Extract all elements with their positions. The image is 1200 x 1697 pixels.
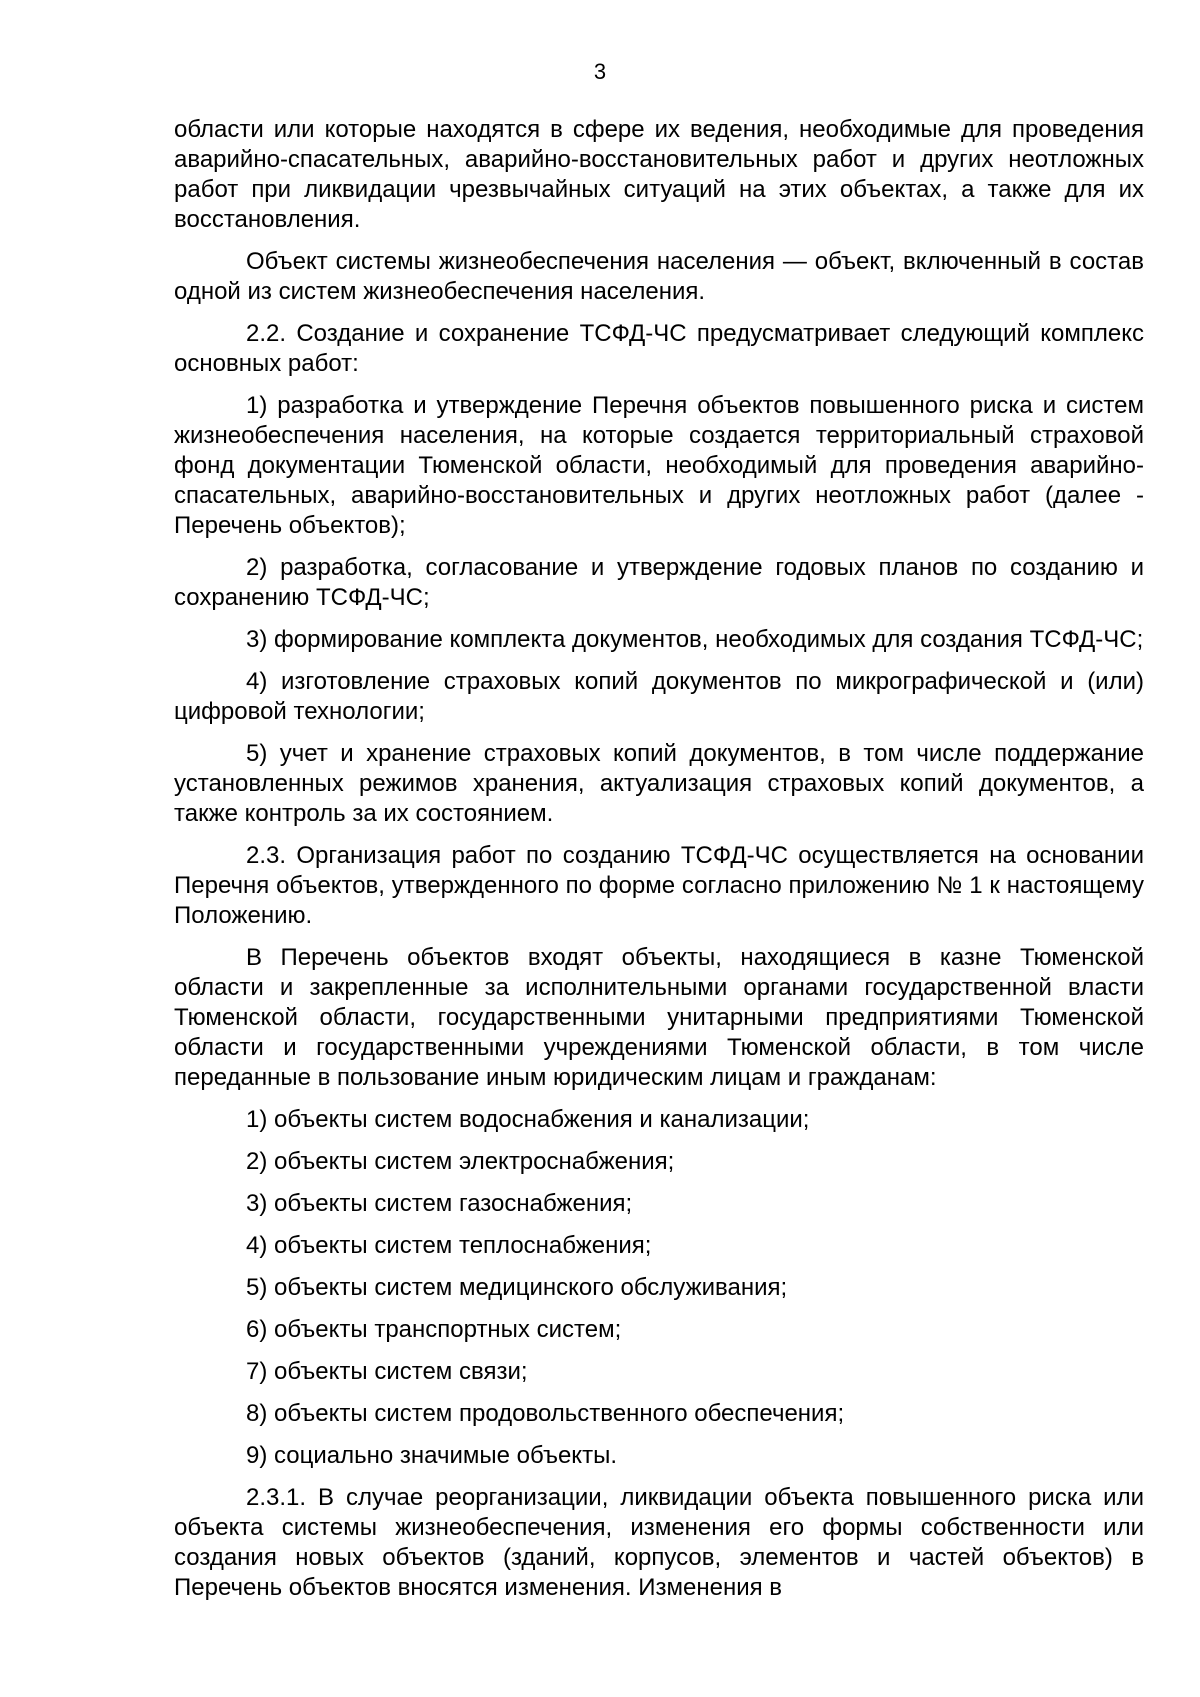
paragraph-continuation: области или которые находятся в сфере их ведения, необходимые для проведения аварийно-спасательных, аварийно-восстановительных работ и других неотложных работ при ликвидации чрезвычайных ситуаций на этих объектах, а также для их восстановления. [174, 116, 1144, 233]
work-item-4: 4) изготовление страховых копий документов по микрографической и (или) цифровой технологии; [174, 668, 1144, 725]
object-list-item: 1) объекты систем водоснабжения и канализации; [246, 1106, 810, 1133]
work-item-1: 1) разработка и утверждение Перечня объектов повышенного риска и систем жизнеобеспечения населения, на которые создается территориальный страховой фонд документации Тюменской области, необходимый для проведения аварийно-спасательных, аварийно-восстановительных и других неотложных работ (далее - Перечень объектов); [174, 392, 1144, 539]
paragraph-definition: Объект системы жизнеобеспечения населения — объект, включенный в состав одной из систем жизнеобеспечения населения. [174, 248, 1144, 305]
page-number: 3 [593, 59, 607, 84]
object-list-item: 3) объекты систем газоснабжения; [246, 1190, 633, 1217]
object-list-item: 7) объекты систем связи; [246, 1358, 528, 1385]
object-list-item: 6) объекты транспортных систем; [246, 1316, 622, 1343]
paragraph-section-2-3-1: 2.3.1. В случае реорганизации, ликвидации объекта повышенного риска или объекта системы жизнеобеспечения, изменения его формы собственности или создания новых объектов (зданий, корпусов, элементов и частей объектов) в Перечень объектов вносятся изменения. Изменения в [174, 1484, 1144, 1601]
object-list-item: 2) объекты систем электроснабжения; [246, 1148, 675, 1175]
object-list-item: 9) социально значимые объекты. [246, 1442, 617, 1469]
paragraph-section-2-3: 2.3. Организация работ по созданию ТСФД-ЧС осуществляется на основании Перечня объектов, утвержденного по форме согласно приложению № 1 к настоящему Положению. [174, 842, 1144, 929]
paragraph-object-list-intro: В Перечень объектов входят объекты, находящиеся в казне Тюменской области и закрепленные за исполнительными органами государственной власти Тюменской области, государственными унитарными предприятиями Тюменской области и государственными учреждениями Тюменской области, в том числе переданные в пользование иным юридическим лицам и гражданам: [174, 944, 1144, 1091]
document-body [174, 115, 1144, 1603]
paragraph-section-2-2: 2.2. Создание и сохранение ТСФД-ЧС предусматривает следующий комплекс основных работ: [174, 320, 1144, 377]
work-item-3: 3) формирование комплекта документов, необходимых для создания ТСФД-ЧС; [246, 626, 1144, 653]
work-item-5: 5) учет и хранение страховых копий документов, в том числе поддержание установленных режимов хранения, актуализация страховых копий документов, а также контроль за их состоянием. [174, 740, 1144, 827]
work-item-2: 2) разработка, согласование и утверждение годовых планов по созданию и сохранению ТСФД-ЧС; [174, 554, 1144, 611]
object-list-item: 8) объекты систем продовольственного обеспечения; [246, 1400, 845, 1427]
object-list-item: 4) объекты систем теплоснабжения; [246, 1232, 652, 1259]
object-list-item: 5) объекты систем медицинского обслуживания; [246, 1274, 788, 1301]
